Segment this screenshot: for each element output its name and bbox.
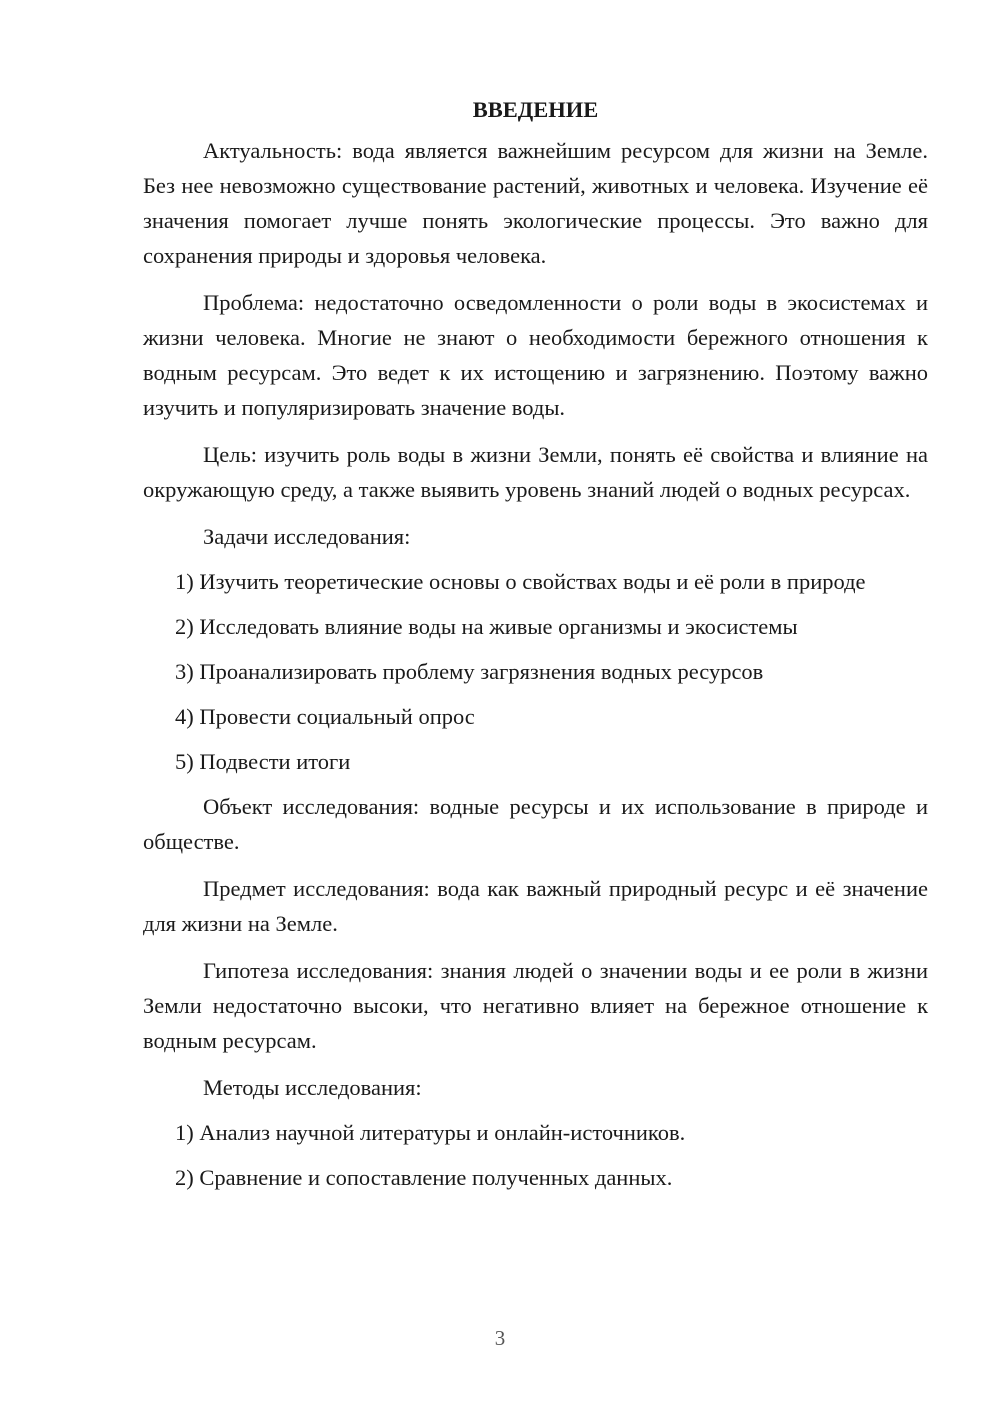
relevance-paragraph: Актуальность: вода является важнейшим ресурсом для жизни на Земле. Без нее невозможно существование растений, животных и человека. Изучение её значения помогает лучше понять экологические процессы. Это важно для сохранения природы и здоровья человека. <box>143 138 928 268</box>
methods-heading: Методы исследования: <box>203 1075 422 1100</box>
hypothesis-paragraph: Гипотеза исследования: знания людей о значении воды и ее роли в жизни Земли недостаточно высоки, что негативно влияет на бережное отношение к водным ресурсам. <box>143 958 928 1053</box>
task-item-5: 5) Подвести итоги <box>175 749 351 774</box>
document-page <box>143 92 928 1205</box>
goal-paragraph: Цель: изучить роль воды в жизни Земли, понять её свойства и влияние на окружающую среду, а также выявить уровень знаний людей о водных ресурсах. <box>143 442 928 502</box>
object-paragraph: Объект исследования: водные ресурсы и их использование в природе и обществе. <box>143 794 928 854</box>
section-title: ВВЕДЕНИЕ <box>472 97 599 122</box>
method-item-2: 2) Сравнение и сопоставление полученных данных. <box>175 1165 673 1190</box>
task-item-1: 1) Изучить теоретические основы о свойствах воды и её роли в природе <box>175 569 866 594</box>
method-item-1: 1) Анализ научной литературы и онлайн-источников. <box>175 1120 686 1145</box>
task-item-2: 2) Исследовать влияние воды на живые организмы и экосистемы <box>175 614 798 639</box>
page-number: 3 <box>494 1326 506 1350</box>
subject-paragraph: Предмет исследования: вода как важный природный ресурс и её значение для жизни на Земле. <box>143 876 928 936</box>
task-item-3: 3) Проанализировать проблему загрязнения водных ресурсов <box>175 659 764 684</box>
tasks-heading: Задачи исследования: <box>203 524 411 549</box>
problem-paragraph: Проблема: недостаточно осведомленности о роли воды в экосистемах и жизни человека. Многие не знают о необходимости бережного отношения к водным ресурсам. Это ведет к их истощению и загрязнению. Поэтому важно изучить и популяризировать значение воды. <box>143 290 928 420</box>
task-item-4: 4) Провести социальный опрос <box>175 704 475 729</box>
